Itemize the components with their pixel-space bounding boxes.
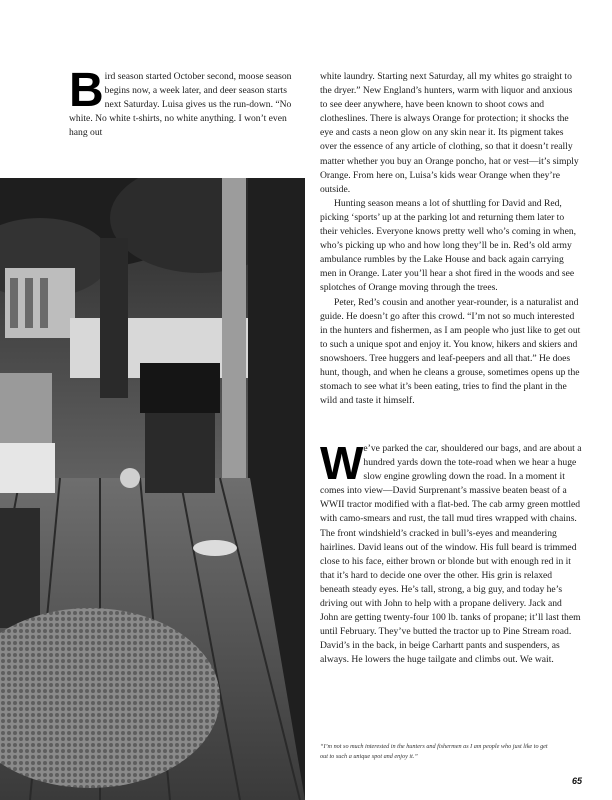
lead-paragraph xyxy=(69,64,305,140)
page-number: 65 xyxy=(572,776,583,786)
paragraph-hunting-season: Hunting season means a lot of shuttling for David and Red, picking ‘sports’ up at the parking lot and returning them later to their vehicles. Everyone knows pretty well who’s coming in when, who’s picking up who and how long they’ll be in. Red’s old army ambulance rumbles by the Lake House and back again carrying men in Orange. Later you’ll hear a shot fired in the woods and see splotches of Orange moving through the trees. xyxy=(320,197,577,294)
drop-cap-w: W xyxy=(320,437,363,489)
drop-cap-b: B xyxy=(69,64,103,117)
section-two-text: e’ve parked the car, shouldered our bags, and are about a hundred yards down the tote-road when we hear a huge slow engine growling down the road. In a moment it comes into view—David Surprenant’s massive beaten beast of a WWII tractor modified with a flat-bed. The cab army green mottled with camo-smears and rust, the tall mud tires wrapped with chains. The front windshield’s cracked in bull’s-eyes and meandering hairlines. David leans out of the window. His full beard is trimmed close to his face, either brown or blonde but with enough red in it that it’s hard to decide one over the other. His grin is relaxed beneath steady eyes. He’s tall, strong, a big guy, and today he’s driving out with John to help with a propane delivery. Jack and John are getting twenty-four 100 lb. tanks of propane; it’ll last them until February. They’ve butted the tractor up to Pine Stream road. David’s in the back, in beige Carhartt pants and suspenders, as always. He lowers the huge tailgate and climbs out. We wait. xyxy=(320,443,582,666)
paragraph-laundry: white laundry. Starting next Saturday, all my whites go straight to the dryer.” New England’s hunters, warm with liquor and anxious to see deer anywhere, have been known to shoot cows and clotheslines. There is always Orange for protection; it shocks the eye and casts a neon glow on any skin near it. Its pigment takes over the essence of any article of clothing, so that it doesn’t really matter whether you buy an Orange poncho, hat or vest—it’s simply Orange. From here on, Luisa’s kids wear Orange when they’re outside. xyxy=(320,71,579,195)
porch-photo-image xyxy=(0,178,305,800)
right-column xyxy=(320,70,582,408)
porch-photo xyxy=(0,178,305,800)
pull-quote: “I’m not so much interested in the hunters and fishermen as I am people who just like to get out to such a unique spot and enjoy it.” xyxy=(320,743,548,760)
paragraph-peter: Peter, Red’s cousin and another year-rounder, is a naturalist and guide. He doesn’t go after this crowd. “I’m not so much interested in the hunters and fishermen, as I am people who just like to get out to such a unique spot and enjoy it. You know, hikers and skiers and snowshoers. Tree huggers and leaf-peepers and all that.” He does hunt, though, and when he cleans a grouse, sometimes opens up the stomach to see what it’s been eating, tries to find the plant in the wild and taste it himself. xyxy=(320,296,581,407)
lead-text: ird season started October second, moose season begins now, a week later, and deer season starts next Saturday. Luisa gives us the run-down. “No white. No white t-shirts, no white anything. I won’t even hang out xyxy=(69,71,292,139)
section-two xyxy=(320,437,582,668)
